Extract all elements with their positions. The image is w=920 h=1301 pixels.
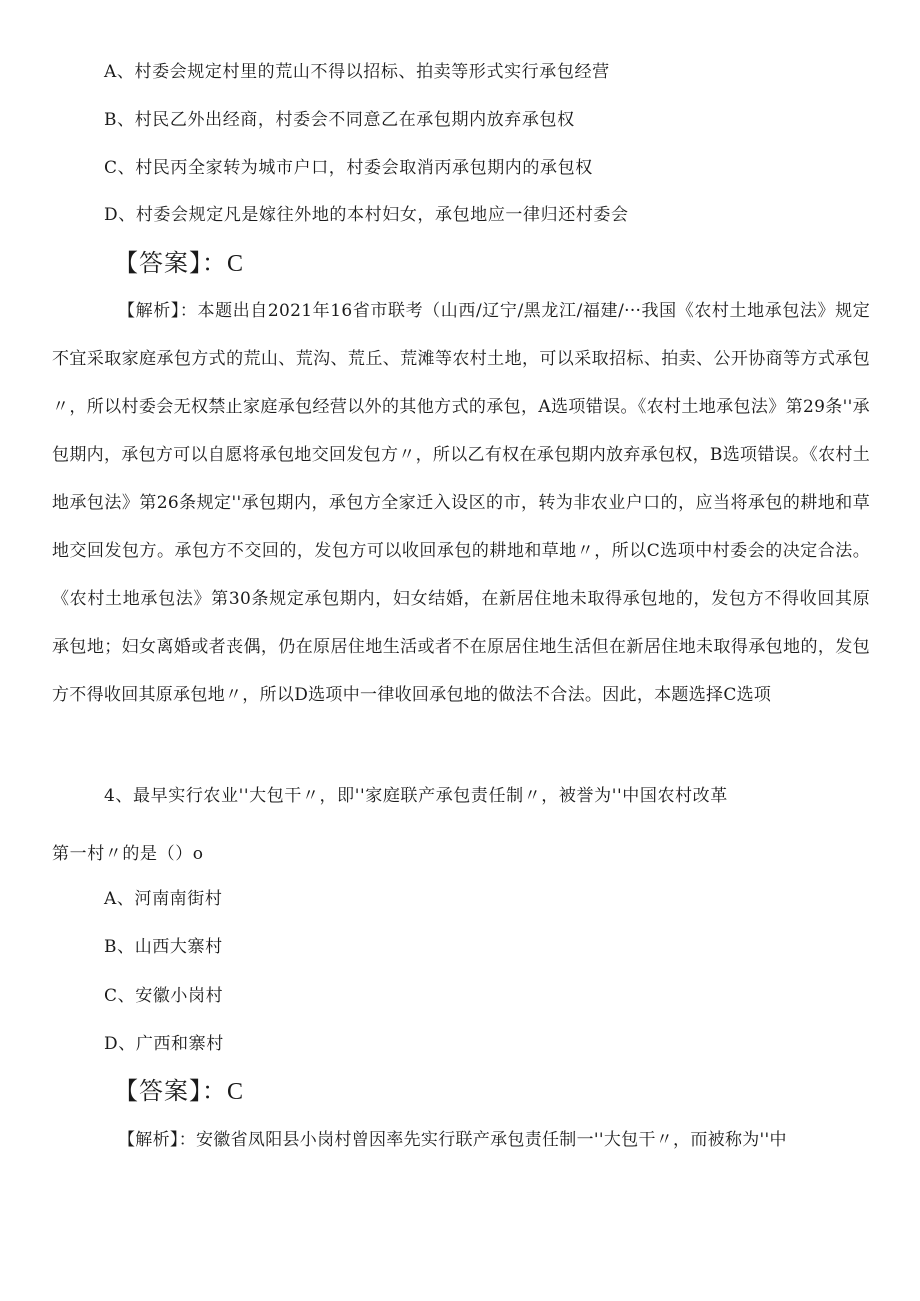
q4-option-b: B、山西大寨村	[104, 937, 223, 957]
q3-answer-value: C	[227, 251, 245, 277]
q3-explanation-label: 【解析】：	[118, 301, 198, 321]
q4-explanation-label: 【解析】：	[118, 1130, 196, 1150]
q4-explanation	[52, 1116, 870, 1164]
q4-stem-line2: 第一村〃的是（）o	[52, 844, 204, 864]
q4-answer-value: C	[227, 1079, 245, 1105]
q3-option-d: D、村委会规定凡是嫁往外地的本村妇女，承包地应一律归还村委会	[104, 205, 629, 225]
q3-option-c: C、村民丙全家转为城市户口，村委会取消丙承包期内的承包权	[104, 158, 593, 178]
q3-option-a: A、村委会规定村里的荒山不得以招标、拍卖等形式实行承包经营	[104, 62, 610, 82]
q4-option-c: C、安徽小岗村	[104, 986, 224, 1006]
q3-answer-label: 【答案】：	[114, 249, 227, 277]
q3-explanation-text: 本题出自2021年16省市联考（山西/辽宁/黑龙江/福建/···我国《农村土地承包法》规定不宜采取家庭承包方式的荒山、荒沟、荒丘、荒滩等农村土地，可以采取招标、拍卖、公开协商等方式承包〃，所以村委会无权禁止家庭承包经营以外的其他方式的承包，A选项错误。《农村土地承包法》第29条''承包期内，承包方可以自愿将承包地交回发包方〃，所以乙有权在承包期内放弃承包权，B选项错误。《农村土地承包法》第26条规定''承包期内，承包方全家迁入设区的市，转为非农业户口的，应当将承包的耕地和草地交回发包方。承包方不交回的，发包方可以收回承包的耕地和草地〃，所以C选项中村委会的决定合法。《农村土地承包法》第30条规定承包期内，妇女结婚，在新居住地未取得承包地的，发包方不得收回其原承包地；妇女离婚或者丧偶，仍在原居住地生活或者不在原居住地生活但在新居住地未取得承包地的，发包方不得收回其原承包地〃，所以D选项中一律收回承包地的做法不合法。因此，本题选择C选项	[52, 301, 871, 705]
q4-option-d: D、广西和寨村	[104, 1034, 224, 1054]
q3-option-b: B、村民乙外出经商，村委会不同意乙在承包期内放弃承包权	[104, 110, 575, 130]
q3-explanation	[52, 287, 870, 719]
q4-option-a: A、河南南街村	[104, 889, 223, 909]
q3-answer	[114, 248, 244, 279]
q4-stem-line1: 4、最早实行农业''大包干〃，即''家庭联产承包责任制〃，被誉为''中国农村改革	[104, 786, 728, 806]
q4-answer	[114, 1076, 244, 1107]
q4-explanation-text: 安徽省凤阳县小岗村曾因率先实行联产承包责任制一''大包干〃，而被称为''中	[196, 1130, 787, 1150]
q4-answer-label: 【答案】：	[114, 1077, 227, 1105]
